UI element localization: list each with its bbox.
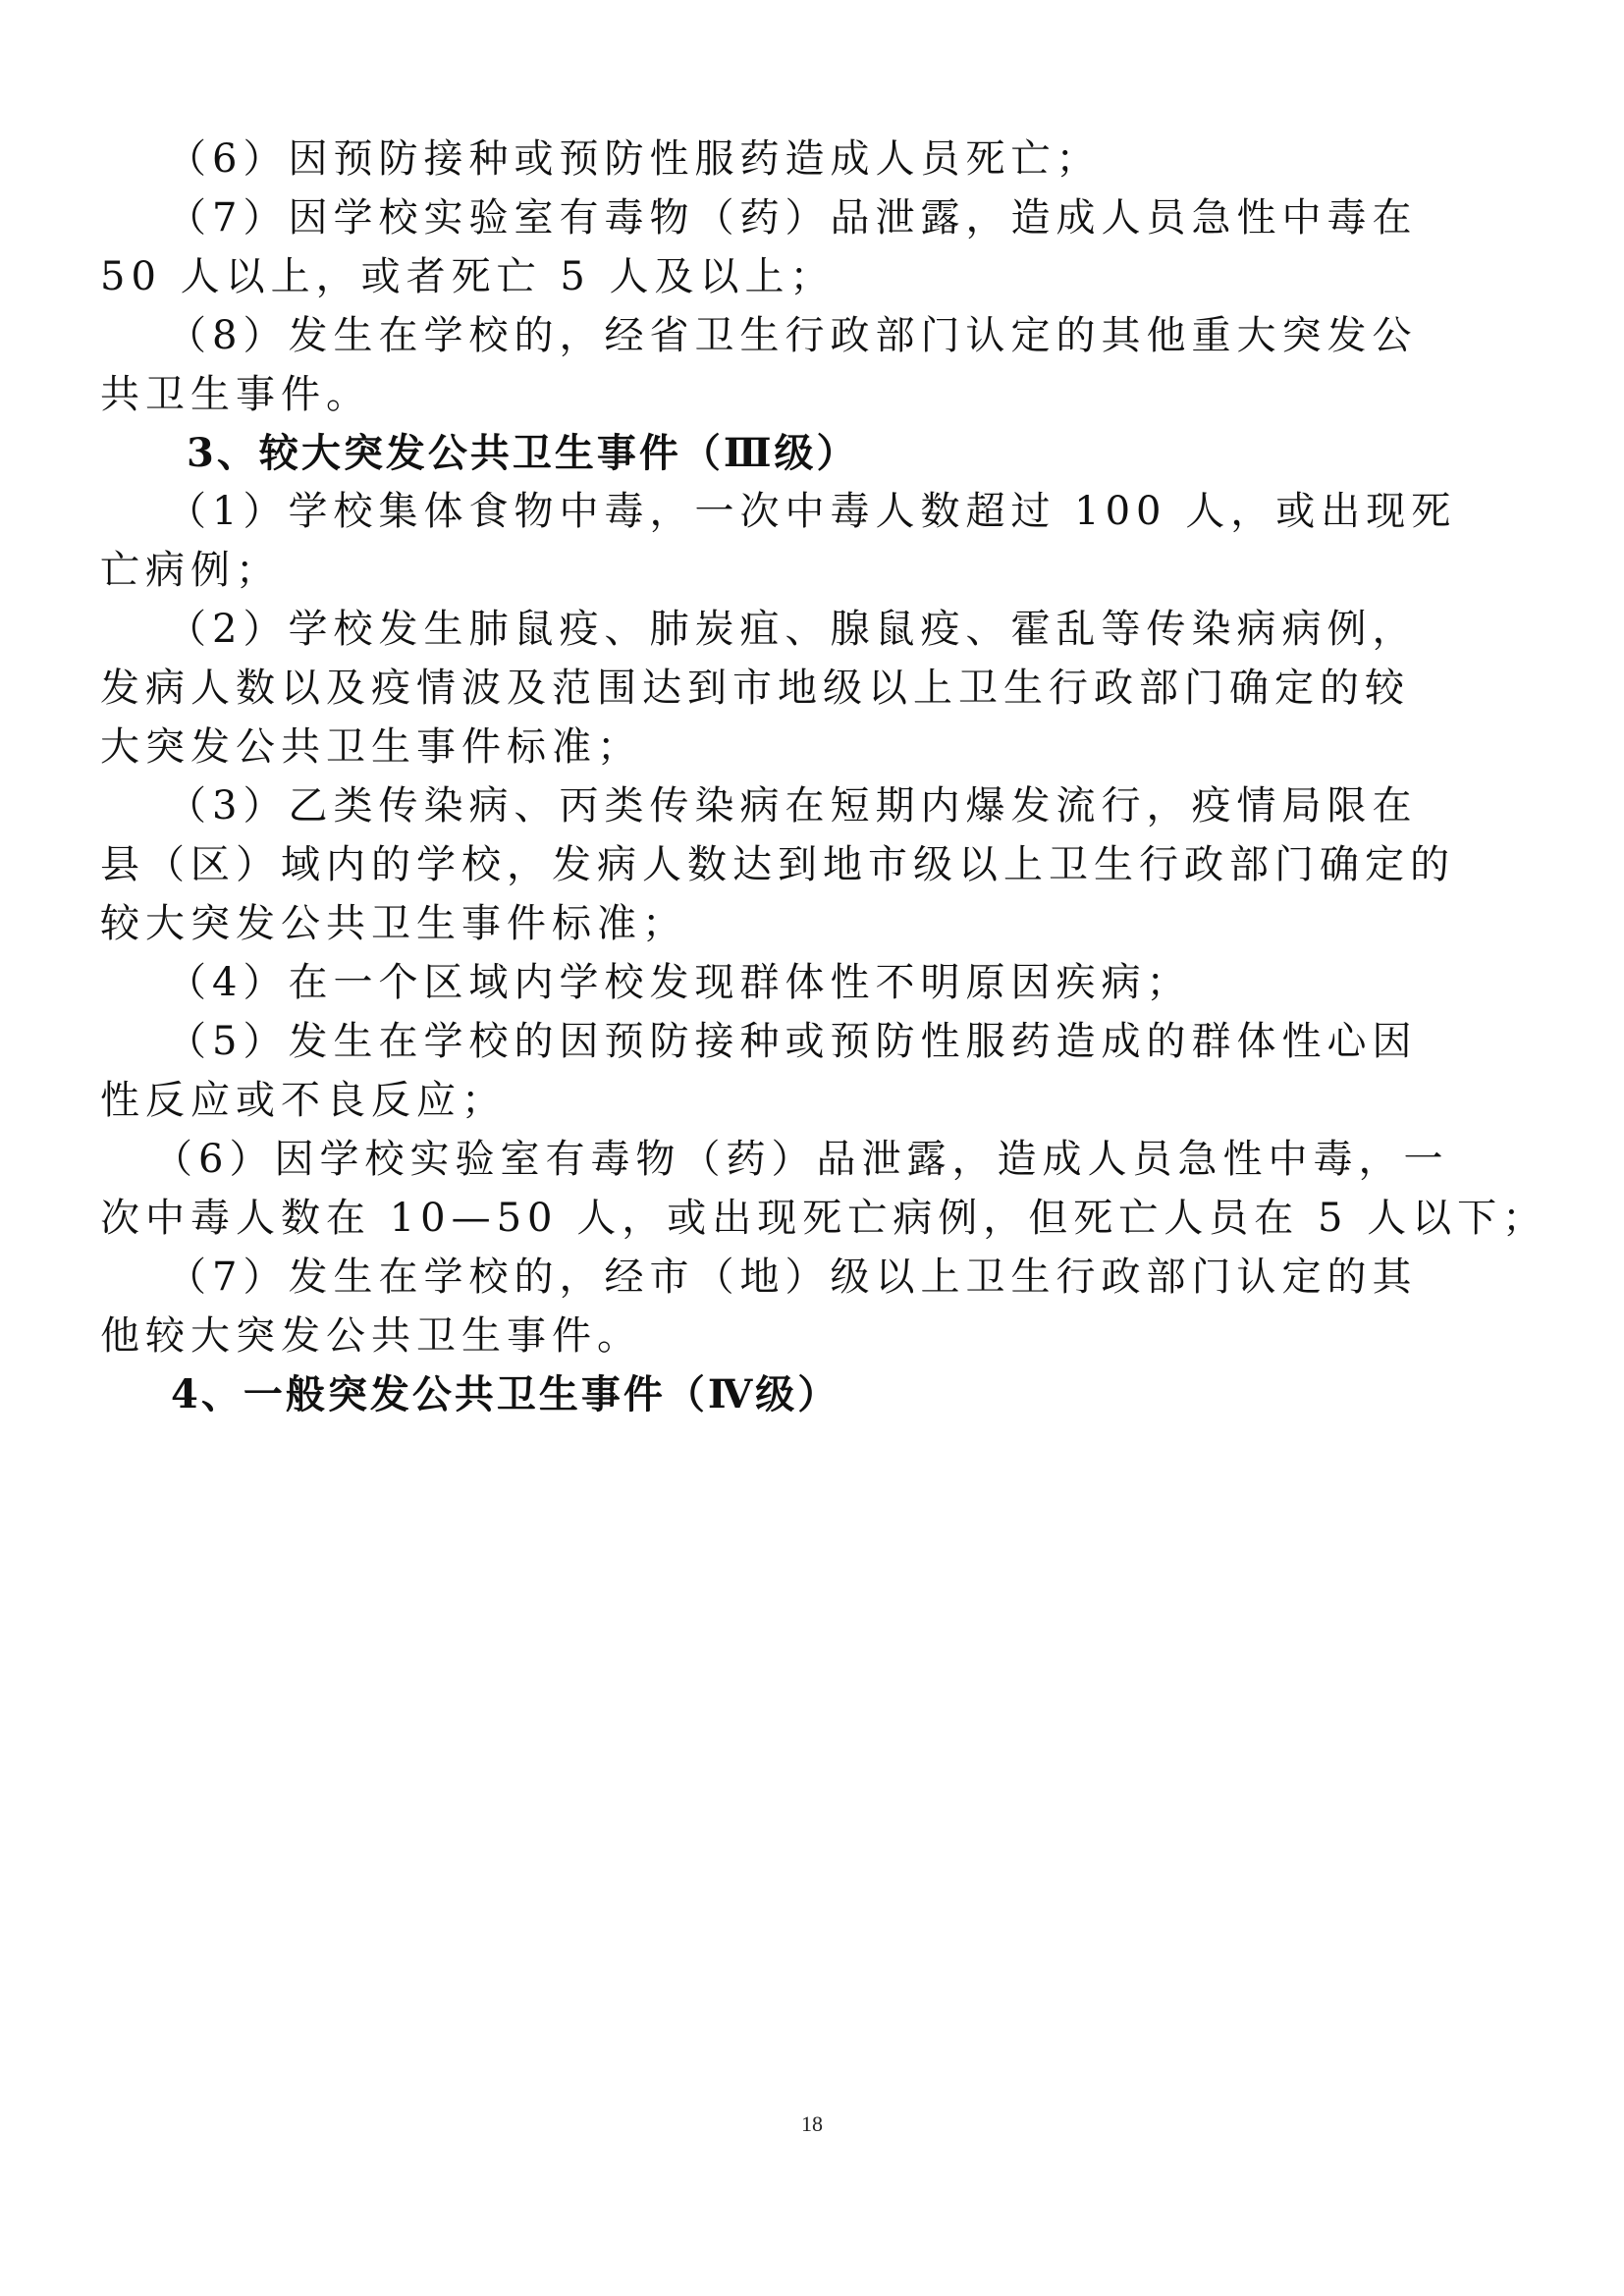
item-7-lab-toxic-leak: （7）因学校实验室有毒物（药）品泄露，造成人员急性中毒在 bbox=[167, 195, 1418, 240]
section-heading-level-3: 3、较大突发公共卫生事件（Ⅲ级） bbox=[187, 430, 859, 476]
item-3-class-b-c-outbreak-cont-2: 较大突发公共卫生事件标准； bbox=[100, 901, 687, 946]
item-1-food-poisoning-cont: 亡病例； bbox=[100, 548, 281, 593]
item-5-psychogenic-reaction: （5）发生在学校的因预防接种或预防性服药造成的群体性心因 bbox=[167, 1019, 1418, 1064]
item-3-class-b-c-outbreak: （3）乙类传染病、丙类传染病在短期内爆发流行，疫情局限在 bbox=[167, 783, 1418, 828]
item-7-municipal-other: （7）发生在学校的，经市（地）级以上卫生行政部门认定的其 bbox=[167, 1255, 1418, 1300]
item-4-unexplained-illness: （4）在一个区域内学校发现群体性不明原因疾病； bbox=[167, 960, 1192, 1005]
item-8-provincial-other: （8）发生在学校的，经省卫生行政部门认定的其他重大突发公 bbox=[167, 313, 1418, 358]
item-6-lab-toxic-leak: （6）因学校实验室有毒物（药）品泄露，造成人员急性中毒，一 bbox=[153, 1137, 1449, 1182]
item-7-municipal-other-cont: 他较大突发公共卫生事件。 bbox=[100, 1313, 642, 1359]
item-5-psychogenic-reaction-cont: 性反应或不良反应； bbox=[100, 1078, 507, 1123]
item-3-class-b-c-outbreak-cont-1: 县（区）域内的学校，发病人数达到地市级以上卫生行政部门确定的 bbox=[100, 842, 1455, 887]
item-2-plague-cholera: （2）学校发生肺鼠疫、肺炭疽、腺鼠疫、霍乱等传染病病例， bbox=[167, 607, 1418, 652]
item-6-lab-toxic-leak-cont: 次中毒人数在 10—50 人，或出现死亡病例，但死亡人员在 5 人以下； bbox=[100, 1196, 1548, 1241]
item-1-food-poisoning: （1）学校集体食物中毒，一次中毒人数超过 100 人，或出现死 bbox=[167, 489, 1457, 534]
section-heading-level-4: 4、一般突发公共卫生事件（Ⅳ级） bbox=[171, 1371, 840, 1417]
item-7-lab-toxic-leak-cont: 50 人以上，或者死亡 5 人及以上； bbox=[100, 254, 836, 299]
page-number: 18 bbox=[801, 2111, 823, 2136]
item-8-provincial-other-cont: 共卫生事件。 bbox=[100, 372, 371, 417]
item-6-death-vaccination: （6）因预防接种或预防性服药造成人员死亡； bbox=[167, 136, 1102, 182]
item-2-plague-cholera-cont-1: 发病人数以及疫情波及范围达到市地级以上卫生行政部门确定的较 bbox=[100, 666, 1410, 711]
item-2-plague-cholera-cont-2: 大突发公共卫生事件标准； bbox=[100, 724, 642, 770]
